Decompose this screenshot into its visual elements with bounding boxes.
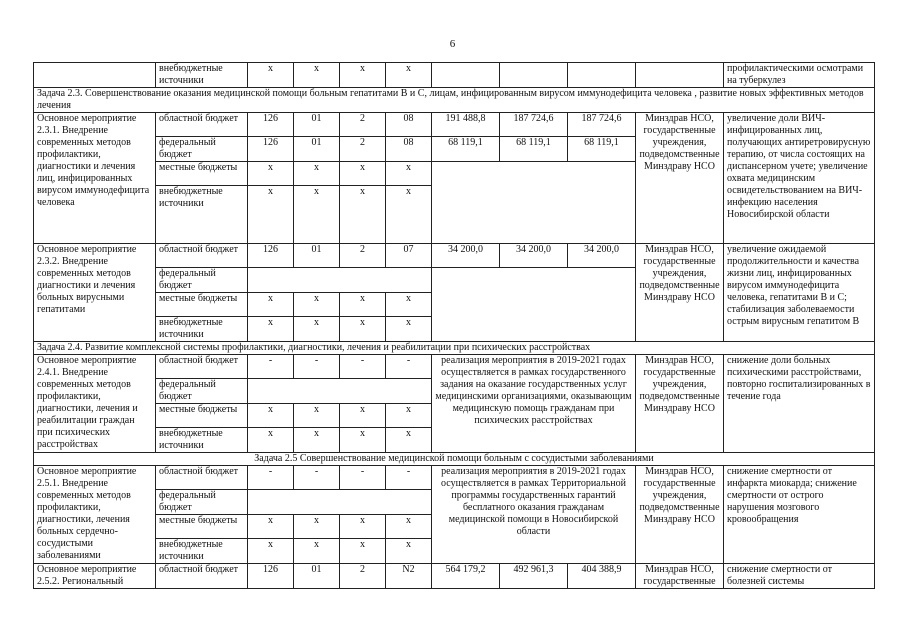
page-number: 6	[449, 38, 456, 50]
result-cell: увеличение доли ВИЧ-инфицированных лиц, получающих антиретровирусную терапию, от числа состоящих на диспансерном учете; увеличение охвата медицинским освидетельствованием на ВИЧ-инфекцию населения Новосибирской области	[724, 113, 875, 244]
table-row: Основное мероприятие 2.3.2. Внедрение современных методов диагностики и лечения больных вирусными гепатитами областной бюджет 126 01 2 07 34 200,0 34 200,0 34 200,0 Минздрав НСО, государственные учреждения, подведомственные Минздраву НСО увеличение ожидаемой продолжительности и качества жизни лиц, инфицированных вирусом иммунодефицита человека, гепатитами В и С; стабилизация заболеваемости острым вирусным гепатитом В	[34, 244, 875, 268]
table-row: внебюджетные источники х х х х	[34, 428, 875, 453]
table-row: внебюджетные источники х х х х	[34, 317, 875, 342]
table-row: Основное мероприятие 2.4.1. Внедрение современных методов профилактики, диагностики, лечения и реабилитации граждан при психических расстройствах областной бюджет - - - - реализация мероприятия в 2019-2021 годах осуществляется в рамках государственного задания на оказание государственных услуг медицинскими организациями, оказывающим медицинскую помощь гражданам при психических расстройствах Минздрав НСО, государственные учреждения, подведомственные Минздраву НСО снижение доли больных психическими расстройствами, повторно госпитализированных в течение года	[34, 355, 875, 379]
table-row: местные бюджеты х х х х	[34, 162, 875, 186]
task-heading: Задача 2.5 Совершенствование медицинской помощи больным с сосудистыми заболеваниями	[34, 453, 875, 466]
table-row: федеральный бюджет	[34, 379, 875, 404]
result-cell: увеличение ожидаемой продолжительности и качества жизни лиц, инфицированных вирусом иммунодефицита человека, гепатитами В и С; стабилизация заболеваемости острым вирусным гепатитом В	[724, 244, 875, 342]
result-cell: снижение смертности от инфаркта миокарда; снижение смертности от острого нарушения мозгового кровообращения	[724, 466, 875, 564]
result-cell: профилактическими осмотрами на туберкулез	[724, 63, 875, 88]
table-row: Основное мероприятие 2.3.1. Внедрение современных методов профилактики, диагностики и лечения лиц, инфицированных вирусом иммунодефицита человека областной бюджет 126 01 2 08 191 488,8 187 724,6 187 724,6 Минздрав НСО, государственные учреждения, подведомственные Минздраву НСО увеличение доли ВИЧ-инфицированных лиц, получающих антиретровирусную терапию, от числа состоящих на диспансерном учете; увеличение охвата медицинским освидетельствованием на ВИЧ-инфекцию населения Новосибирской области	[34, 113, 875, 137]
executor-cell: Минздрав НСО, государственные учреждения, подведомственные Минздраву НСО	[636, 466, 724, 564]
result-cell: снижение смертности от болезней системы	[724, 564, 875, 589]
measure-name: Основное мероприятие 2.5.2. Региональный	[34, 564, 156, 589]
task-heading: Задача 2.3. Совершенствование оказания медицинской помощи больным гепатитами В и С, лицам, инфицированным вирусом иммунодефицита человека , развитие новых эффективных методов лечения	[34, 88, 875, 113]
task-row	[34, 342, 875, 355]
table-row: федеральный бюджет 126 01 2 08 68 119,1 68 119,1 68 119,1	[34, 137, 875, 162]
program-table	[33, 62, 875, 589]
table-row: внебюджетные источники х х х х профилактическими осмотрами на туберкулез	[34, 63, 875, 88]
measure-name: Основное мероприятие 2.3.2. Внедрение современных методов диагностики и лечения больных вирусными гепатитами	[34, 244, 156, 342]
source-cell: внебюджетные источники	[156, 63, 248, 88]
table-row: местные бюджеты х х х х	[34, 293, 875, 317]
task-heading: Задача 2.4. Развитие комплексной системы профилактики, диагностики, лечения и реабилитации при психических расстройствах	[34, 342, 875, 355]
executor-cell: Минздрав НСО, государственные учреждения, подведомственные Минздраву НСО	[636, 244, 724, 342]
table-row: местные бюджеты х х х х	[34, 515, 875, 539]
table-row: Основное мероприятие 2.5.1. Внедрение современных методов профилактики, диагностики, лечения больных сердечно-сосудистыми заболеваниями областной бюджет - - - - реализация мероприятия в 2019-2021 годах осуществляется в рамках Территориальной программы государственных гарантий бесплатного оказания гражданам медицинской помощи в Новосибирской области Минздрав НСО, государственные учреждения, подведомственные Минздраву НСО снижение смертности от инфаркта миокарда; снижение смертности от острого нарушения мозгового кровообращения	[34, 466, 875, 490]
note-cell: реализация мероприятия в 2019-2021 годах осуществляется в рамках государственного задания на оказание государственных услуг медицинскими организациями, оказывающим медицинскую помощь гражданам при психических расстройствах	[432, 355, 636, 453]
measure-name: Основное мероприятие 2.3.1. Внедрение современных методов профилактики, диагностики и лечения лиц, инфицированных вирусом иммунодефицита человека	[34, 113, 156, 244]
note-cell: реализация мероприятия в 2019-2021 годах осуществляется в рамках Территориальной программы государственных гарантий бесплатного оказания гражданам медицинской помощи в Новосибирской области	[432, 466, 636, 564]
measure-name: Основное мероприятие 2.5.1. Внедрение современных методов профилактики, диагностики, лечения больных сердечно-сосудистыми заболеваниями	[34, 466, 156, 564]
table-row: Основное мероприятие 2.5.2. Региональный областной бюджет 126 01 2 N2 564 179,2 492 961,3 404 388,9 Минздрав НСО, государственные снижение смертности от болезней системы	[34, 564, 875, 589]
table-row: федеральный бюджет	[34, 490, 875, 515]
executor-cell: Минздрав НСО, государственные учреждения, подведомственные Минздраву НСО	[636, 113, 724, 244]
table-row: внебюджетные источники х х х х	[34, 186, 875, 244]
result-cell: снижение доли больных психическими расстройствами, повторно госпитализированных в течение года	[724, 355, 875, 453]
table-row: местные бюджеты х х х х	[34, 404, 875, 428]
executor-cell: Минздрав НСО, государственные учреждения, подведомственные Минздраву НСО	[636, 355, 724, 453]
executor-cell: Минздрав НСО, государственные	[636, 564, 724, 589]
table-row: федеральный бюджет	[34, 268, 875, 293]
task-row	[34, 88, 875, 113]
task-row	[34, 453, 875, 466]
table-row: внебюджетные источники х х х х	[34, 539, 875, 564]
measure-name: Основное мероприятие 2.4.1. Внедрение современных методов профилактики, диагностики, лечения и реабилитации граждан при психических расстройствах	[34, 355, 156, 453]
